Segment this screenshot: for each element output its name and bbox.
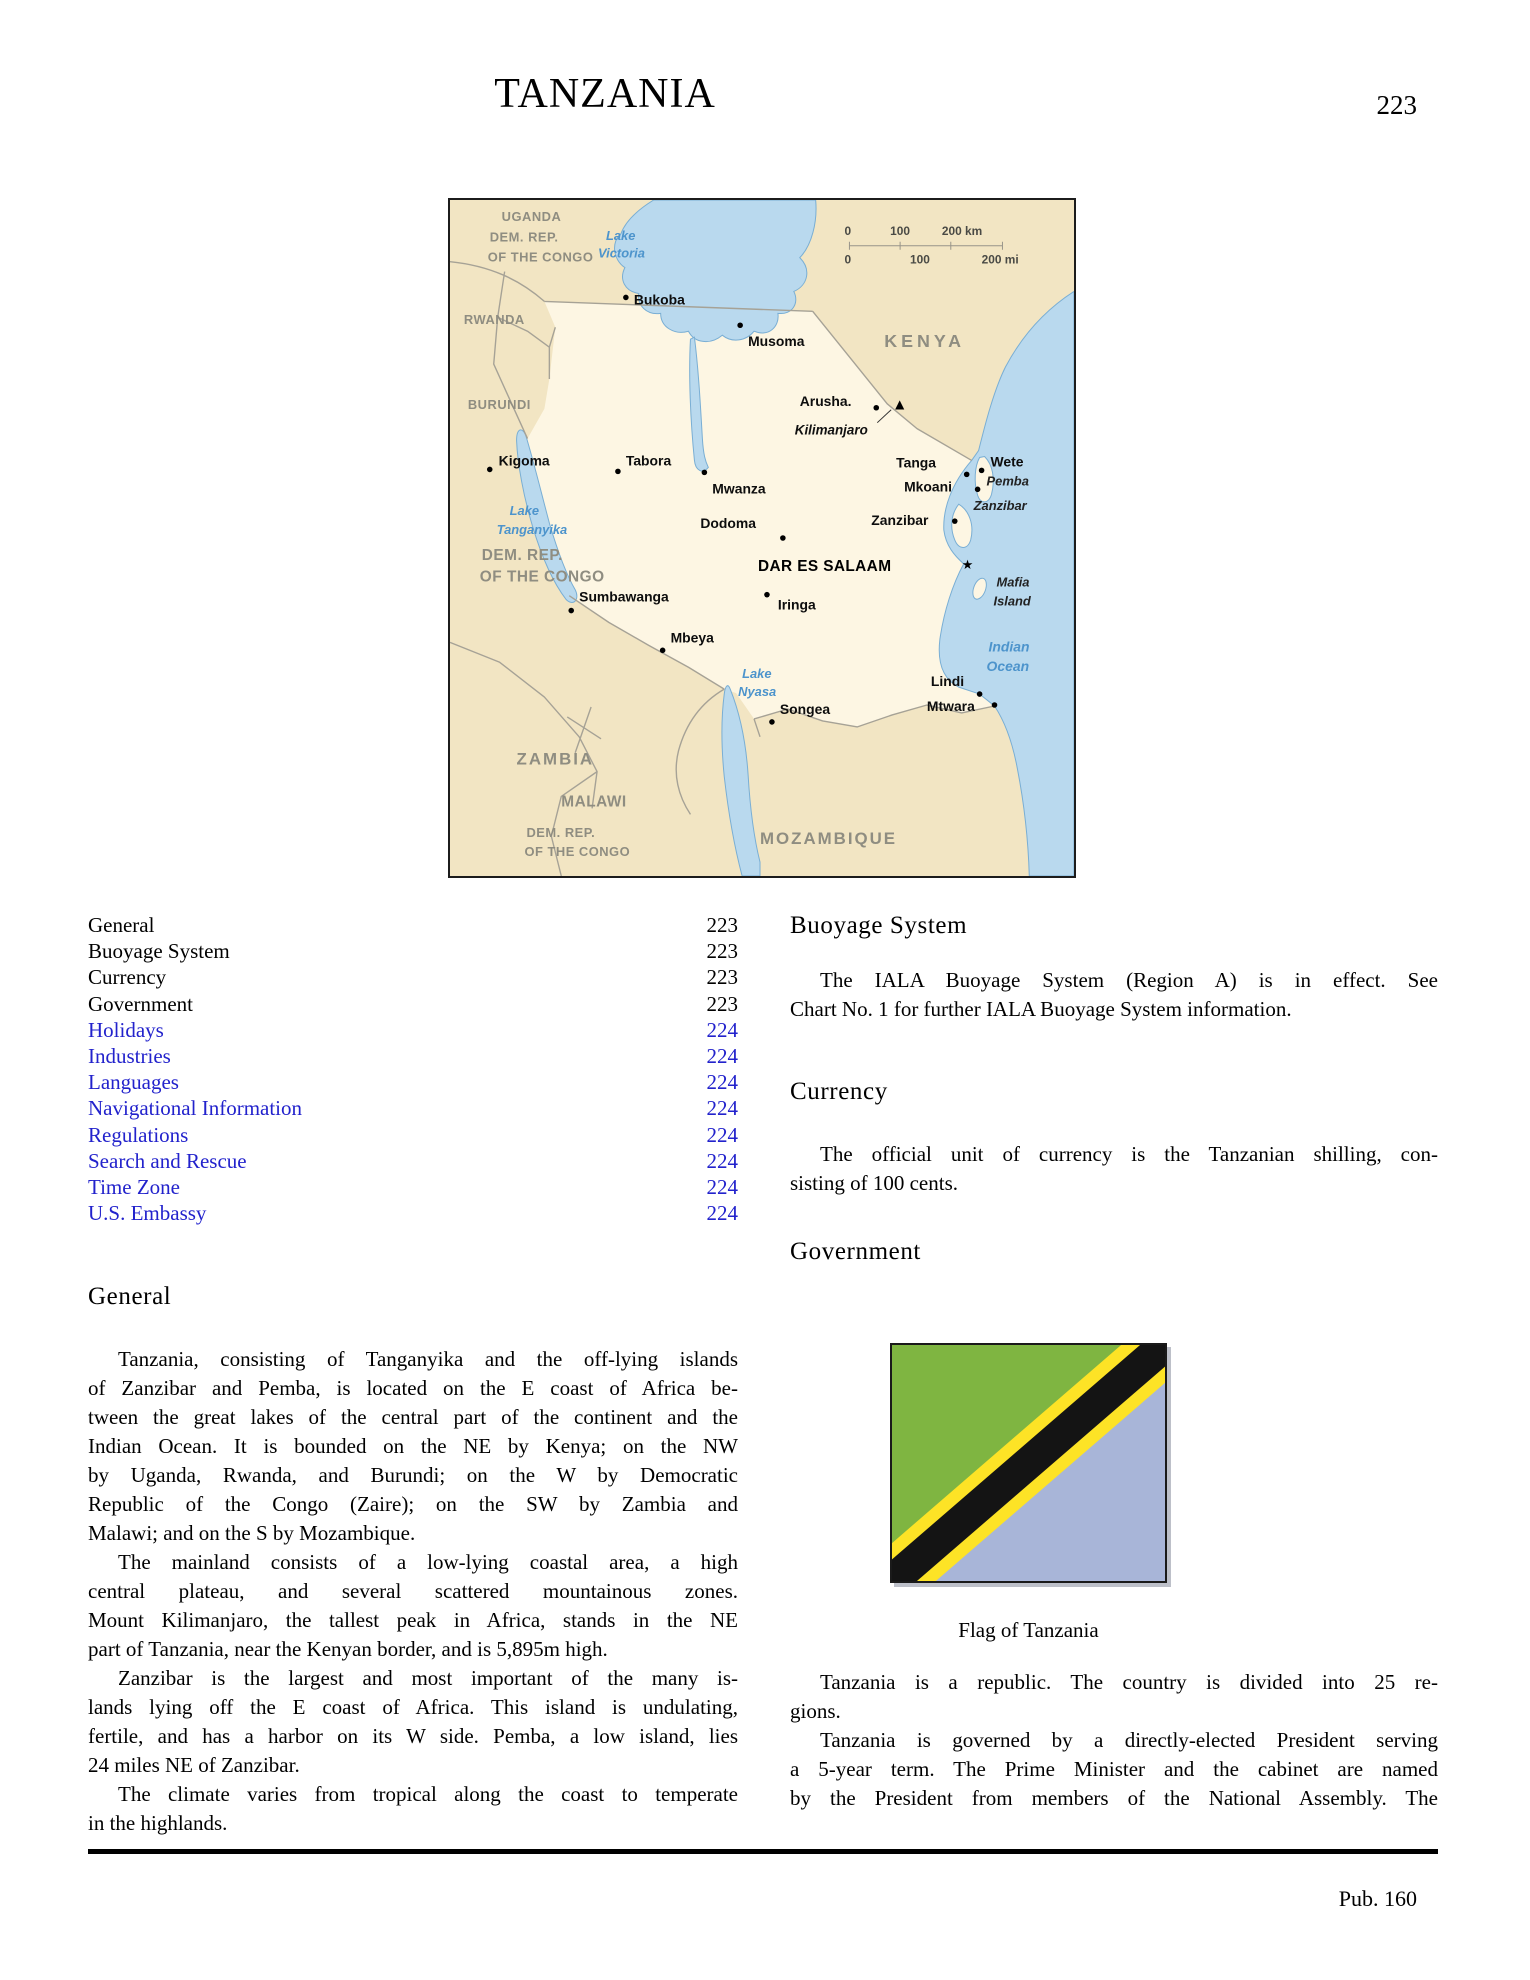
paragraph-line: Tanzania, consisting of Tanganyika and the off-lying islands <box>118 1347 738 1371</box>
toc-link[interactable]: Search and Rescue <box>88 1148 247 1173</box>
paragraph-line: The climate varies from tropical along the coast to temperate <box>118 1782 738 1806</box>
toc-row[interactable] <box>88 1043 738 1069</box>
city-dot <box>615 469 621 475</box>
map-label: Tanganyika <box>496 522 568 538</box>
map-city-label: Mbeya <box>670 629 714 646</box>
map-mountain-label: Kilimanjaro <box>794 422 868 438</box>
paragraph-line: by Uganda, Rwanda, and Burundi; on the W by Democratic <box>88 1463 738 1487</box>
footer-divider <box>88 1849 1438 1854</box>
map-svg <box>450 200 1074 876</box>
toc-link[interactable]: Regulations <box>88 1122 189 1147</box>
toc-page-number: 223 <box>706 991 738 1016</box>
map-city-label: Dodoma <box>700 515 757 532</box>
map-city-label: Lindi <box>930 673 965 690</box>
toc-link[interactable]: Holidays <box>88 1017 164 1042</box>
toc-page-number: 223 <box>706 939 738 964</box>
toc <box>88 912 738 1226</box>
toc-page-number: 223 <box>706 913 738 937</box>
city-dot <box>992 702 998 708</box>
map-city-label: Tabora <box>625 452 672 469</box>
map-city-label: Tanga <box>896 454 937 471</box>
city-dot <box>737 322 743 328</box>
city-dot <box>769 719 775 725</box>
toc-row <box>88 938 738 964</box>
toc-link[interactable]: Navigational Information <box>88 1096 303 1121</box>
toc-row[interactable] <box>88 1069 738 1095</box>
toc-row[interactable] <box>88 1122 738 1148</box>
mountain-icon: ▲ <box>895 396 905 411</box>
toc-page-number[interactable]: 224 <box>706 1175 738 1200</box>
toc-entry: Government <box>88 991 193 1016</box>
city-dot <box>952 518 958 524</box>
paragraph-line: lands lying off the E coast of Africa. This island is undulating, <box>88 1695 738 1719</box>
city-dot <box>780 535 786 541</box>
flag-svg <box>892 1345 1165 1581</box>
paragraph-line: Tanzania is governed by a directly-elected President serving <box>820 1728 1438 1752</box>
map-label: Lake <box>606 227 636 243</box>
paragraph-line: a 5-year term. The Prime Minister and the cabinet are named <box>790 1757 1438 1781</box>
map-city-label: Bukoba <box>633 291 685 308</box>
map-city-label: Wete <box>990 453 1024 470</box>
toc-page-number: 223 <box>706 965 738 990</box>
toc-row <box>88 912 738 938</box>
paragraph-line: The mainland consists of a low-lying coastal area, a high <box>118 1550 738 1574</box>
map-label: RWANDA <box>463 312 525 328</box>
page-title: TANZANIA <box>494 71 716 117</box>
map-label: ZAMBIA <box>516 749 595 769</box>
paragraph-line: by the President from members of the National Assembly. The <box>790 1786 1438 1810</box>
paragraph-line: in the highlands. <box>88 1811 228 1835</box>
toc-row[interactable] <box>88 1200 738 1226</box>
city-dot <box>979 468 985 474</box>
paragraph-line: Chart No. 1 for further IALA Buoyage System information. <box>790 997 1292 1021</box>
map-label: OF THE CONGO <box>479 568 605 586</box>
section-heading-government: Government <box>790 1238 921 1265</box>
city-dot <box>964 472 970 478</box>
section-heading-general: General <box>88 1283 172 1310</box>
map-label: KENYA <box>884 331 966 352</box>
map-label: DEM. REP. <box>481 546 563 564</box>
map-capital-label: DAR ES SALAAM <box>758 557 892 575</box>
toc-page-number[interactable]: 224 <box>706 1122 738 1147</box>
paragraph-line: Malawi; and on the S by Mozambique. <box>88 1521 416 1545</box>
paragraph-line: Indian Ocean. It is bounded on the NE by Kenya; on the NW <box>88 1434 738 1458</box>
toc-page-number[interactable]: 224 <box>706 1044 738 1069</box>
toc-row <box>88 964 738 990</box>
city-dot <box>623 295 629 301</box>
flag-of-tanzania-image <box>890 1343 1167 1583</box>
paragraph-line: tween the great lakes of the central part of the continent and the <box>88 1405 738 1429</box>
map-label: 100 <box>910 252 930 267</box>
map-city-label: Arusha. <box>799 392 852 409</box>
city-dot <box>764 592 770 598</box>
paragraph-line: of Zanzibar and Pemba, is located on the E coast of Africa be- <box>88 1376 738 1400</box>
buoyage-system-text <box>790 966 1438 1024</box>
paragraph-line: Republic of the Congo (Zaire); on the SW by Zambia and <box>88 1492 738 1516</box>
map-label: Zanzibar <box>973 498 1027 514</box>
paragraph-line: 24 miles NE of Zanzibar. <box>88 1753 300 1777</box>
map-label: 200 mi <box>981 252 1019 267</box>
toc-link[interactable]: Industries <box>88 1044 171 1069</box>
capital-star-icon: ★ <box>961 557 974 573</box>
map-city-label: Songea <box>779 700 831 717</box>
flag-caption: Flag of Tanzania <box>958 1618 1099 1642</box>
toc-link[interactable]: Languages <box>88 1070 179 1095</box>
toc-page-number[interactable]: 224 <box>706 1070 738 1095</box>
toc-page-number[interactable]: 224 <box>706 1096 738 1121</box>
city-dot <box>975 487 981 493</box>
map-city-label: Zanzibar <box>871 512 929 529</box>
map-label: DEM. REP. <box>526 825 596 841</box>
map-city-label: Kigoma <box>498 452 550 469</box>
map-city-label: Iringa <box>777 596 816 613</box>
paragraph-line: sisting of 100 cents. <box>790 1171 958 1195</box>
map-label: Lake <box>742 666 772 682</box>
toc-entry: Buoyage System <box>88 939 230 964</box>
map-city-label: Mkoani <box>904 478 952 495</box>
toc-link[interactable]: U.S. Embassy <box>88 1201 207 1226</box>
city-dot <box>487 467 493 473</box>
toc-row[interactable] <box>88 1174 738 1200</box>
paragraph-line: The official unit of currency is the Tanzanian shilling, con- <box>820 1142 1438 1166</box>
toc-entry: General <box>88 913 155 937</box>
paragraph-line: part of Tanzania, near the Kenyan border, and is 5,895m high. <box>88 1637 608 1661</box>
city-dot <box>660 648 666 654</box>
paragraph-line: Mount Kilimanjaro, the tallest peak in Africa, stands in the NE <box>88 1608 738 1632</box>
tanzania-map <box>448 198 1076 878</box>
map-label: 100 <box>890 223 911 238</box>
map-label: Pemba <box>986 473 1029 489</box>
map-label: Island <box>993 593 1031 609</box>
map-label: Indian <box>988 638 1030 655</box>
map-city-label: Mtwara <box>926 697 975 714</box>
toc-row[interactable] <box>88 1017 738 1043</box>
paragraph-line: gions. <box>790 1699 841 1723</box>
map-label: Lake <box>509 503 540 519</box>
city-dot <box>568 608 574 614</box>
section-heading-currency: Currency <box>790 1078 888 1105</box>
map-city-label: Sumbawanga <box>579 588 669 605</box>
toc-page-number[interactable]: 224 <box>706 1201 738 1226</box>
map-label: 200 km <box>941 223 983 238</box>
paragraph-line: fertile, and has a harbor on its W side. Pemba, a low island, lies <box>88 1724 738 1748</box>
city-dot <box>977 691 983 697</box>
map-label: Ocean <box>986 658 1030 675</box>
map-label: Victoria <box>598 245 645 261</box>
map-label: Mafia <box>996 574 1030 590</box>
city-dot <box>873 405 879 411</box>
toc-entry: Currency <box>88 965 167 990</box>
map-city-label: Musoma <box>748 333 805 350</box>
paragraph-line: central plateau, and several scattered mountainous zones. <box>88 1579 738 1603</box>
map-label: MOZAMBIQUE <box>760 829 898 849</box>
footer-publication: Pub. 160 <box>1338 1886 1417 1911</box>
paragraph-line: The IALA Buoyage System (Region A) is in effect. See <box>820 968 1438 992</box>
map-label: DEM. REP. <box>489 229 559 245</box>
toc-link[interactable]: Time Zone <box>88 1175 180 1200</box>
general-text <box>88 1345 738 1838</box>
map-label: BURUNDI <box>467 396 531 412</box>
toc-page-number[interactable]: 224 <box>706 1148 738 1173</box>
map-label: MALAWI <box>561 793 627 811</box>
map-label: OF THE CONGO <box>524 844 631 860</box>
map-label: 0 <box>844 252 852 267</box>
map-label: Nyasa <box>738 684 777 700</box>
section-heading-buoyage-system: Buoyage System <box>790 912 968 939</box>
map-label: OF THE CONGO <box>487 249 594 265</box>
map-city-label: Mwanza <box>712 480 766 497</box>
map-label: 0 <box>844 223 852 238</box>
toc-row <box>88 991 738 1017</box>
toc-page-number[interactable]: 224 <box>706 1017 738 1042</box>
government-text <box>790 1668 1438 1813</box>
city-dot <box>702 470 708 476</box>
toc-row[interactable] <box>88 1095 738 1121</box>
map-label: UGANDA <box>501 208 562 224</box>
currency-text <box>790 1140 1438 1198</box>
page-number: 223 <box>1376 90 1417 120</box>
paragraph-line: Tanzania is a republic. The country is divided into 25 re- <box>820 1670 1438 1694</box>
paragraph-line: Zanzibar is the largest and most important of the many is- <box>118 1666 738 1690</box>
toc-row[interactable] <box>88 1148 738 1174</box>
